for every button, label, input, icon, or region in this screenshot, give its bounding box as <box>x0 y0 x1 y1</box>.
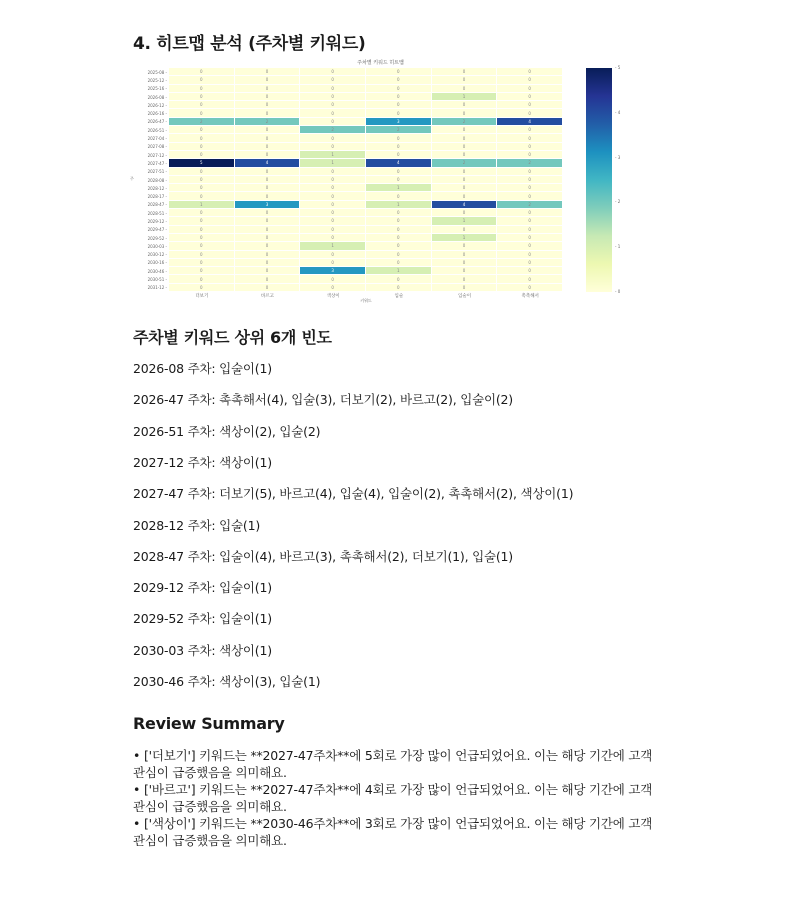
heatmap-cell: 0 <box>366 143 432 151</box>
heatmap-cell: 0 <box>300 275 366 283</box>
keyword-week-item: 2028-47 주차: 입술이(4), 바르고(3), 촉촉해서(2), 더보기(1), 입술(1) <box>133 548 513 564</box>
heatmap-cell: 0 <box>497 267 563 275</box>
y-tick-label: 2027-04 - <box>147 136 167 142</box>
heatmap-cell: 0 <box>235 176 301 184</box>
heatmap-cell: 2 <box>235 118 301 126</box>
heatmap-cell: 0 <box>235 109 301 117</box>
heatmap-cell: 0 <box>300 68 366 76</box>
heatmap-cell: 0 <box>366 217 432 225</box>
heatmap-cell: 0 <box>497 275 563 283</box>
keyword-week-item: 2029-12 주차: 입술이(1) <box>133 580 272 596</box>
heatmap-cell: 0 <box>169 192 235 200</box>
heatmap-cell: 0 <box>300 226 366 234</box>
heatmap-cell: 1 <box>432 234 498 242</box>
heatmap-cell: 0 <box>235 209 301 217</box>
heatmap-cell: 1 <box>432 217 498 225</box>
x-tick-label: 색상이 <box>326 294 340 299</box>
heatmap-cell: 0 <box>169 85 235 93</box>
y-tick-label: 2029-47 - <box>147 227 167 233</box>
y-tick-label: 2030-51 - <box>147 277 167 283</box>
y-axis-title: 주 <box>130 176 134 181</box>
keyword-week-item: 2030-46 주차: 색상이(3), 입술(1) <box>133 674 321 689</box>
colorbar-tick: - 4 <box>615 109 621 115</box>
heatmap-cell: 0 <box>432 68 498 76</box>
heatmap-cell: 0 <box>169 68 235 76</box>
heatmap-cell: 0 <box>300 101 366 109</box>
heatmap-figure <box>130 58 628 303</box>
heatmap-cell: 0 <box>366 251 432 259</box>
heatmap-cell: 0 <box>235 242 301 250</box>
heatmap-cell: 0 <box>235 101 301 109</box>
heatmap-cell: 3 <box>366 118 432 126</box>
y-tick-label: 2028-47 - <box>147 202 167 208</box>
heatmap-cell: 1 <box>366 267 432 275</box>
heatmap-cell: 0 <box>235 217 301 225</box>
heatmap-cell: 0 <box>235 275 301 283</box>
heatmap-cell: 4 <box>497 118 563 126</box>
heatmap-cell: 0 <box>432 168 498 176</box>
heatmap-cell: 0 <box>300 109 366 117</box>
heatmap-cell: 0 <box>300 251 366 259</box>
heatmap-cell: 0 <box>432 209 498 217</box>
heatmap-cell: 0 <box>432 126 498 134</box>
heatmap-cell: 0 <box>497 192 563 200</box>
colorbar-tick: - 0 <box>615 289 621 294</box>
y-tick-label: 2028-08 - <box>147 177 167 183</box>
heatmap-cell: 0 <box>169 126 235 134</box>
y-tick-label: 2028-12 - <box>147 185 167 191</box>
summary-item: • ['바르고'] 키워드는 **2027-47주차**에 4회로 가장 많이 언급되었어요. 이는 해당 기간에 고객 관심이 급증했음을 의미해요. <box>133 782 653 814</box>
heatmap-cell: 2 <box>432 118 498 126</box>
heatmap-cell: 0 <box>497 259 563 267</box>
heatmap-cell: 0 <box>235 143 301 151</box>
heatmap-cell: 0 <box>432 275 498 283</box>
heatmap-cell: 0 <box>169 101 235 109</box>
heatmap-cell: 0 <box>169 176 235 184</box>
heatmap-cell: 0 <box>235 259 301 267</box>
heatmap-cell: 0 <box>497 126 563 134</box>
keyword-week-item: 2026-47 주차: 촉촉해서(4), 입술(3), 더보기(2), 바르고(2), 입술이(2) <box>133 392 513 408</box>
heatmap-cell: 0 <box>235 284 301 292</box>
heatmap-cell: 0 <box>366 101 432 109</box>
heatmap-cell: 0 <box>366 93 432 101</box>
heatmap-cell: 2 <box>169 118 235 126</box>
heatmap-cell: 4 <box>366 159 432 167</box>
heatmap-cell: 0 <box>169 168 235 176</box>
heatmap-cell: 0 <box>169 109 235 117</box>
heatmap-cell: 0 <box>235 76 301 84</box>
review-summary-heading: Review Summary <box>133 714 285 733</box>
keyword-week-item: 2027-47 주차: 더보기(5), 바르고(4), 입술(4), 입술이(2), 촉촉해서(2), 색상이(1) <box>133 486 574 502</box>
heatmap-cell: 0 <box>497 168 563 176</box>
heatmap-cell: 0 <box>300 192 366 200</box>
heatmap-cell: 0 <box>497 76 563 84</box>
heatmap-cell: 0 <box>169 134 235 142</box>
heatmap-cell: 0 <box>235 251 301 259</box>
heatmap-cell: 0 <box>366 134 432 142</box>
y-tick-label: 2025-12 - <box>147 77 167 83</box>
heatmap-cell: 0 <box>366 151 432 159</box>
heatmap-cell: 0 <box>235 168 301 176</box>
heatmap-cell: 0 <box>366 76 432 84</box>
heatmap-cell: 0 <box>432 192 498 200</box>
heatmap-cell: 0 <box>497 68 563 76</box>
heatmap-cell: 0 <box>432 151 498 159</box>
heatmap-cell: 0 <box>497 109 563 117</box>
heatmap-cell: 0 <box>497 176 563 184</box>
y-tick-label: 2026-12 - <box>147 102 167 108</box>
heatmap-cell: 0 <box>366 68 432 76</box>
heatmap-cell: 0 <box>169 234 235 242</box>
heatmap-cell: 0 <box>432 226 498 234</box>
heatmap-cell: 0 <box>169 226 235 234</box>
heatmap-cell: 0 <box>497 217 563 225</box>
heatmap-cell: 0 <box>300 234 366 242</box>
heatmap-cell: 0 <box>432 85 498 93</box>
heatmap-cell: 0 <box>300 201 366 209</box>
heatmap-cell: 0 <box>169 184 235 192</box>
y-tick-label: 2031-12 - <box>147 285 167 291</box>
summary-item: • ['색상이'] 키워드는 **2030-46주차**에 3회로 가장 많이 언급되었어요. 이는 해당 기간에 고객 관심이 급증했음을 의미해요. <box>133 816 653 848</box>
y-tick-label: 2028-51 - <box>147 210 167 216</box>
colorbar-tick: - 5 <box>615 65 621 70</box>
heatmap-cell: 3 <box>235 201 301 209</box>
heatmap-cell: 0 <box>300 259 366 267</box>
heatmap-cell: 4 <box>235 159 301 167</box>
heatmap-cell: 0 <box>497 234 563 242</box>
heatmap-cell: 0 <box>235 184 301 192</box>
x-tick-label: 더보기 <box>195 294 209 299</box>
review-summary-list <box>133 747 653 849</box>
heatmap-cell: 3 <box>300 267 366 275</box>
heatmap-cell: 0 <box>169 76 235 84</box>
summary-item: • ['더보기'] 키워드는 **2027-47주차**에 5회로 가장 많이 언급되었어요. 이는 해당 기간에 고객 관심이 급증했음을 의미해요. <box>133 748 653 780</box>
heatmap-cell: 0 <box>366 242 432 250</box>
chart-title: 주차별 키워드 히트맵 <box>357 60 404 66</box>
colorbar-tick: - 3 <box>615 154 621 160</box>
heatmap-cell: 0 <box>235 151 301 159</box>
heatmap-cell: 1 <box>366 201 432 209</box>
x-tick-label: 촉촉해서 <box>521 294 539 299</box>
heatmap-cell: 0 <box>300 76 366 84</box>
heatmap-cell: 0 <box>300 118 366 126</box>
keyword-week-item: 2026-08 주차: 입술이(1) <box>133 361 272 376</box>
keyword-week-item: 2028-12 주차: 입술(1) <box>133 517 260 533</box>
heatmap-cell: 0 <box>300 284 366 292</box>
keyword-week-item: 2026-51 주차: 색상이(2), 입술(2) <box>133 423 321 439</box>
heatmap-cell: 0 <box>497 151 563 159</box>
heatmap-cell: 0 <box>366 275 432 283</box>
heatmap-cell: 0 <box>366 85 432 93</box>
colorbar-tick: - 2 <box>615 199 621 205</box>
heatmap-cell: 0 <box>300 184 366 192</box>
y-tick-label: 2030-12 - <box>147 252 167 258</box>
heatmap-cell: 2 <box>497 159 563 167</box>
heatmap-cell: 0 <box>497 134 563 142</box>
heatmap-cell: 0 <box>432 259 498 267</box>
heatmap-cell: 0 <box>235 93 301 101</box>
y-tick-label: 2025-08 - <box>147 69 167 75</box>
heatmap-cell: 0 <box>169 267 235 275</box>
heatmap-cell: 0 <box>432 134 498 142</box>
heatmap-cell: 1 <box>300 242 366 250</box>
heatmap-cell: 0 <box>432 143 498 151</box>
heatmap-cell: 0 <box>169 143 235 151</box>
y-tick-label: 2029-52 - <box>147 235 167 241</box>
heatmap-cell: 0 <box>432 76 498 84</box>
y-tick-label: 2026-47 - <box>147 119 167 125</box>
heatmap-cell: 0 <box>497 143 563 151</box>
colorbar <box>586 68 612 292</box>
heatmap-cell: 0 <box>366 168 432 176</box>
heatmap-cell: 0 <box>497 184 563 192</box>
heatmap-cell: 1 <box>432 93 498 101</box>
y-tick-label: 2027-51 - <box>147 169 167 175</box>
heatmap-cell: 0 <box>432 184 498 192</box>
heatmap-grid <box>169 68 563 292</box>
heatmap-cell: 0 <box>169 242 235 250</box>
heatmap-cell: 0 <box>300 134 366 142</box>
heatmap-cell: 5 <box>169 159 235 167</box>
y-tick-label: 2026-08 - <box>147 94 167 100</box>
heatmap-cell: 0 <box>169 284 235 292</box>
y-tick-label: 2030-46 - <box>147 268 167 274</box>
heatmap-cell: 0 <box>366 226 432 234</box>
heatmap-cell: 0 <box>497 284 563 292</box>
heatmap-cell: 0 <box>432 267 498 275</box>
heatmap-cell: 0 <box>169 151 235 159</box>
y-tick-label: 2027-08 - <box>147 144 167 150</box>
keyword-week-item: 2029-52 주차: 입술이(1) <box>133 611 272 627</box>
heatmap-cell: 4 <box>432 201 498 209</box>
y-tick-label: 2025-16 - <box>147 86 167 92</box>
heatmap-cell: 0 <box>366 234 432 242</box>
heatmap-cell: 0 <box>366 109 432 117</box>
heatmap-cell: 1 <box>366 184 432 192</box>
heatmap-cell: 0 <box>366 209 432 217</box>
heatmap-cell: 0 <box>300 209 366 217</box>
colorbar-tick: - 1 <box>615 244 621 250</box>
heatmap-cell: 0 <box>235 192 301 200</box>
y-axis-labels <box>133 68 167 292</box>
heatmap-cell: 0 <box>235 234 301 242</box>
heatmap-cell: 0 <box>169 275 235 283</box>
heatmap-cell: 0 <box>366 192 432 200</box>
heatmap-cell: 0 <box>432 176 498 184</box>
x-axis-title: 키워드 <box>360 298 372 303</box>
heatmap-cell: 2 <box>497 201 563 209</box>
heatmap-cell: 0 <box>235 267 301 275</box>
keyword-week-item: 2030-03 주차: 색상이(1) <box>133 642 272 658</box>
heatmap-cell: 0 <box>169 251 235 259</box>
heatmap-cell: 1 <box>300 151 366 159</box>
heatmap-cell: 2 <box>366 126 432 134</box>
heatmap-cell: 0 <box>432 284 498 292</box>
heatmap-cell: 2 <box>300 126 366 134</box>
x-tick-label: 바르고 <box>260 294 275 299</box>
heatmap-cell: 0 <box>235 126 301 134</box>
heatmap-cell: 0 <box>497 251 563 259</box>
heatmap-cell: 2 <box>432 159 498 167</box>
heatmap-cell: 0 <box>497 226 563 234</box>
heatmap-cell: 0 <box>235 68 301 76</box>
heatmap-cell: 0 <box>366 284 432 292</box>
y-tick-label: 2027-47 - <box>147 160 167 166</box>
y-tick-label: 2026-51 - <box>147 127 167 133</box>
heatmap-cell: 0 <box>300 176 366 184</box>
y-tick-label: 2027-12 - <box>147 152 167 158</box>
heatmap-cell: 1 <box>300 159 366 167</box>
y-tick-label: 2026-16 - <box>147 111 167 117</box>
heatmap-cell: 0 <box>300 143 366 151</box>
y-tick-label: 2028-17 - <box>147 194 167 200</box>
heatmap-cell: 1 <box>169 201 235 209</box>
colorbar-ticks <box>615 65 625 294</box>
section-heading: 4. 히트맵 분석 (주차별 키워드) <box>133 34 366 54</box>
y-tick-label: 2029-12 - <box>147 218 167 224</box>
heatmap-cell: 0 <box>432 251 498 259</box>
heatmap-cell: 0 <box>169 93 235 101</box>
keyword-week-item: 2027-12 주차: 색상이(1) <box>133 454 272 470</box>
heatmap-cell: 0 <box>169 259 235 267</box>
heatmap-cell: 0 <box>366 259 432 267</box>
top-keywords-heading: 주차별 키워드 상위 6개 빈도 <box>133 328 332 347</box>
heatmap-cell: 0 <box>235 134 301 142</box>
heatmap-cell: 0 <box>366 176 432 184</box>
heatmap-cell: 0 <box>497 93 563 101</box>
heatmap-cell: 0 <box>235 85 301 93</box>
heatmap-cell: 0 <box>300 217 366 225</box>
heatmap-cell: 0 <box>300 85 366 93</box>
heatmap-cell: 0 <box>169 217 235 225</box>
x-tick-label: 입술이 <box>458 294 472 299</box>
y-tick-label: 2030-03 - <box>147 243 167 249</box>
heatmap-cell: 0 <box>300 93 366 101</box>
heatmap-cell: 0 <box>497 209 563 217</box>
heatmap-cell: 0 <box>497 85 563 93</box>
x-tick-label: 입술 <box>394 294 404 299</box>
y-tick-label: 2030-16 - <box>147 260 167 266</box>
heatmap-cell: 0 <box>169 209 235 217</box>
heatmap-cell: 0 <box>497 242 563 250</box>
heatmap-cell: 0 <box>497 101 563 109</box>
heatmap-cell: 0 <box>432 242 498 250</box>
heatmap-cell: 0 <box>300 168 366 176</box>
heatmap-cell: 0 <box>235 226 301 234</box>
heatmap-cell: 0 <box>432 101 498 109</box>
heatmap-cell: 0 <box>432 109 498 117</box>
